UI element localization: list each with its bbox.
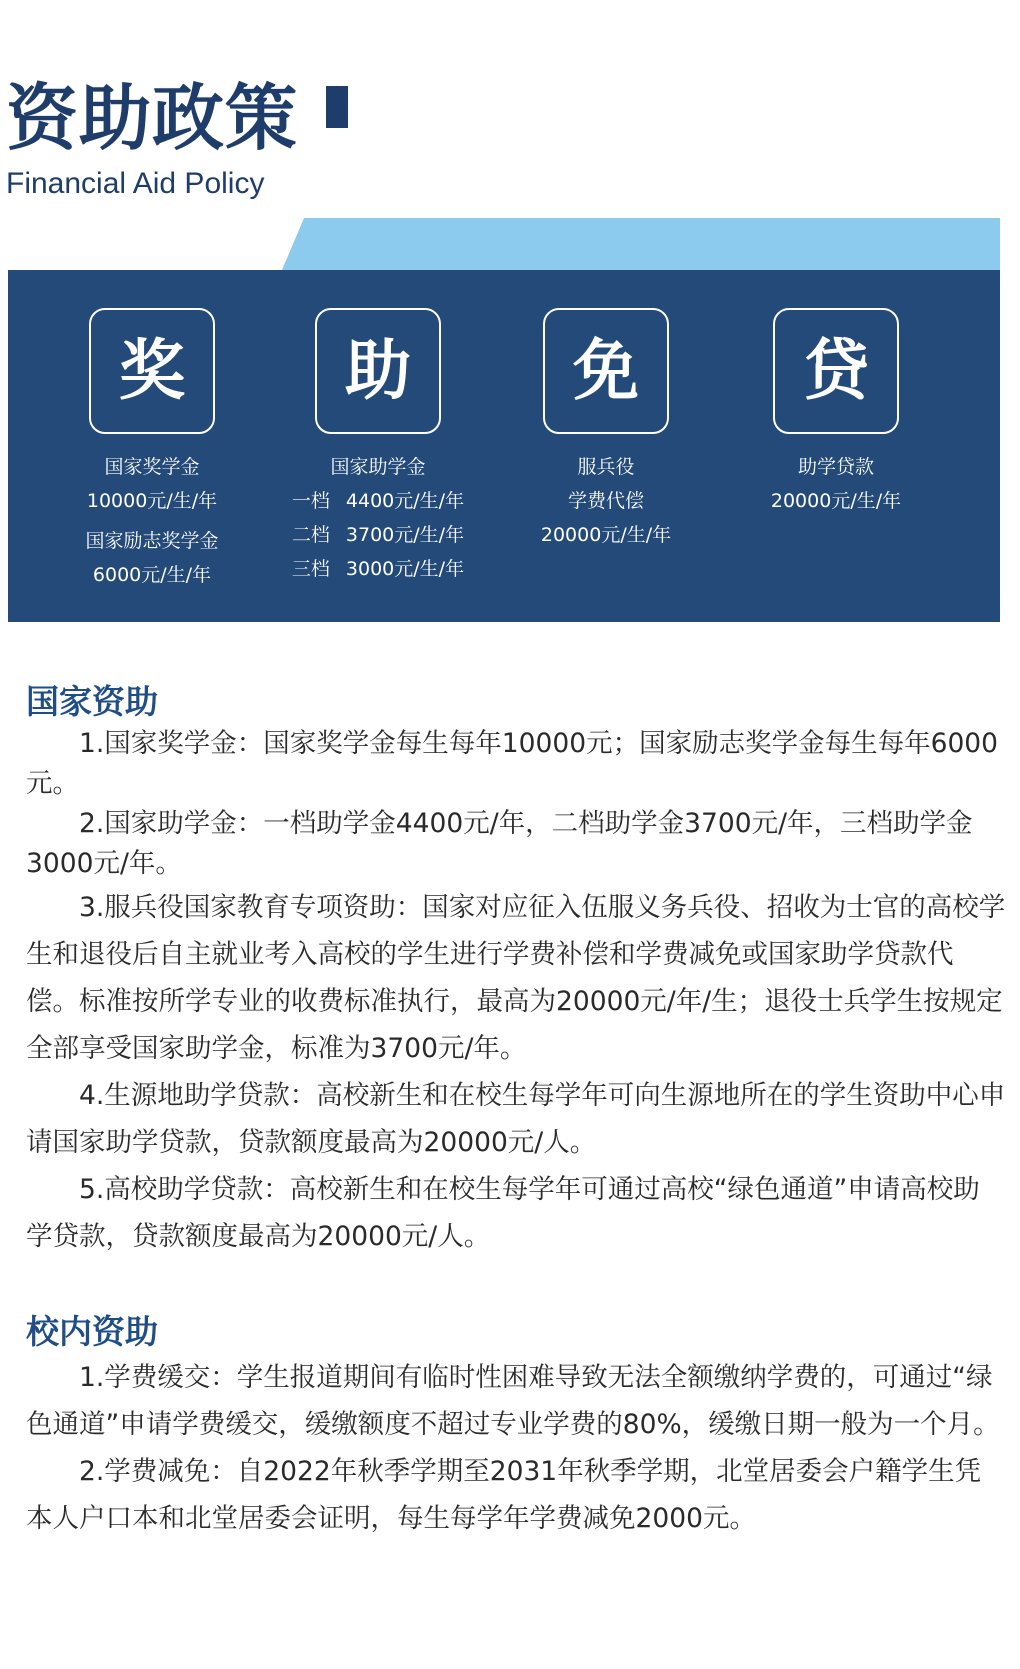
aid-card-line: 10000元/生/年 (86, 490, 218, 512)
section-title: 国家资助 (26, 682, 158, 721)
policy-item: 2.学费减免：自2022年秋季学期至2031年秋季学期，北堂居委会户籍学生凭本人户口本和北堂居委会证明，每生每学年学费减免2000元。 (26, 1456, 982, 1534)
aid-card-line: 学费代偿 (567, 490, 644, 512)
grant-icon: 助 (315, 308, 441, 434)
aid-card-line: 国家助学金 (330, 456, 426, 478)
aid-summary-banner (8, 270, 1000, 622)
page-title: 资助政策 (6, 76, 299, 160)
banner-accent-stripe (282, 218, 1000, 270)
policy-item: 1.学费缓交：学生报道期间有临时性困难导致无法全额缴纳学费的，可通过“绿色通道”申请学费缓交，缓缴额度不超过专业学费的80%，缓缴日期一般为一个月。 (26, 1362, 1000, 1440)
grant-tier-value: 4400元/生/年 (345, 490, 465, 512)
policy-item: 2.国家助学金：一档助学金4400元/年，二档助学金3700元/年，三档助学金3000元/年。 (26, 808, 973, 879)
aid-card-line: 助学贷款 (797, 456, 874, 478)
page-header (0, 0, 1020, 220)
section-campus-aid (26, 1310, 1006, 1542)
grant-tier-value: 3000元/生/年 (345, 558, 465, 580)
grant-tier-label: 二档 (291, 524, 330, 546)
aid-card-line: 20000元/生/年 (540, 524, 672, 546)
loan-icon: 贷 (773, 308, 899, 434)
policy-item: 4.生源地助学贷款：高校新生和在校生每学年可向生源地所在的学生资助中心申请国家助学贷款，贷款额度最高为20000元/人。 (26, 1080, 1006, 1158)
aid-card-loan (716, 308, 956, 518)
aid-card-line: 20000元/生/年 (770, 490, 902, 512)
aid-card-line: 服兵役 (577, 456, 635, 478)
aid-card-scholarship (32, 308, 272, 592)
grant-tier (258, 552, 498, 586)
title-accent-block (326, 86, 348, 128)
policy-item: 5.高校助学贷款：高校新生和在校生每学年可通过高校“绿色通道”申请高校助学贷款，贷款额度最高为20000元/人。 (26, 1174, 980, 1252)
policy-item: 3.服兵役国家教育专项资助：国家对应征入伍服义务兵役、招收为士官的高校学生和退役后自主就业考入高校的学生进行学费补偿和学费减免或国家助学贷款代偿。标准按所学专业的收费标准执行，最高为20000元/年/生；退役士兵学生按规定全部享受国家助学金，标准为3700元/年。 (26, 892, 1006, 1064)
section-title: 校内资助 (26, 1312, 158, 1351)
grant-tier (258, 484, 498, 518)
aid-card-line: 国家奖学金 (104, 456, 200, 478)
aid-card-grant (258, 308, 498, 586)
scholarship-icon: 奖 (89, 308, 215, 434)
aid-card-exemption (486, 308, 726, 552)
section-national-aid (26, 680, 1006, 1260)
grant-tier-label: 三档 (291, 558, 330, 580)
grant-tier-label: 一档 (291, 490, 330, 512)
policy-item: 1.国家奖学金：国家奖学金每生每年10000元；国家励志奖学金每生每年6000元。 (26, 728, 999, 799)
aid-card-line: 6000元/生/年 (92, 564, 212, 586)
grant-tier (258, 518, 498, 552)
exemption-icon: 免 (543, 308, 669, 434)
grant-tier-value: 3700元/生/年 (345, 524, 465, 546)
policy-content (26, 680, 1006, 1542)
page-subtitle: Financial Aid Policy (6, 167, 265, 200)
aid-card-line: 国家励志奖学金 (85, 530, 219, 552)
